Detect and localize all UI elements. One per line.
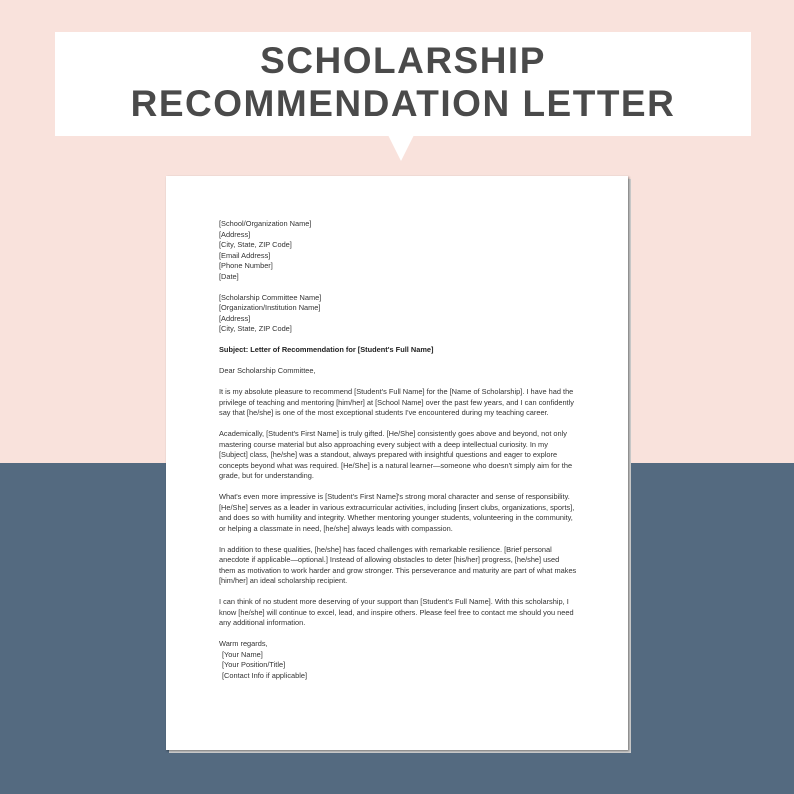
- paragraph: It is my absolute pleasure to recommend [Student's Full Name] for the [Name of Scholarship]. I have had the privilege of teaching and mentoring [him/her] at [School Name] over the past few years, and I can confidently say that [he/she] is one of the most exceptional students I've encountered during my teaching career.: [219, 387, 574, 417]
- address-line: [Organization/Institution Name]: [219, 303, 321, 312]
- address-line: [Address]: [219, 229, 251, 239]
- sender-address: [219, 219, 577, 282]
- address-line: [City, State, ZIP Code]: [219, 324, 292, 333]
- paragraph: Academically, [Student's First Name] is truly gifted. [He/She] consistently goes above and beyond, not only mastering course material but also approaching every subject with a deep intellectual curiosity. In my [Subject] class, [he/she] was a standout, always prepared with insightful questions and eager to explore concepts beyond what was required. [He/She] is a natural learner—someone who doesn't simply aim for the grade, but for understanding.: [219, 429, 573, 480]
- address-line: [Phone Number]: [219, 261, 273, 270]
- title-line-1: SCHOLARSHIP: [260, 40, 546, 81]
- letter-body: [219, 219, 577, 681]
- subject-line: Subject: Letter of Recommendation for [Student's Full Name]: [219, 345, 434, 354]
- signature-line: [Contact Info if applicable]: [222, 670, 308, 680]
- paragraph: I can think of no student more deserving of your support than [Student's Full Name]. With this scholarship, I know [he/she] will continue to excel, lead, and inspire others. Please feel free to contact me should you need any additional information.: [219, 597, 574, 627]
- address-line: [Scholarship Committee Name]: [219, 292, 322, 302]
- paragraph: In addition to these qualities, [he/she] has faced challenges with remarkable resilience. [Brief personal anecdote if applicable—optional.] Instead of allowing obstacles to deter [his/her] progress, [he/she] used them as motivation to work harder and grow stronger. This perseverance and maturity are part of what makes [him/her] an ideal scholarship recipient.: [219, 544, 577, 585]
- title-banner: [55, 32, 751, 136]
- recipient-address: [219, 293, 577, 335]
- signature-line: [Your Name]: [222, 649, 263, 659]
- salutation: Dear Scholarship Committee,: [219, 366, 316, 375]
- address-line: [Date]: [219, 271, 239, 281]
- banner-pointer: [388, 135, 414, 161]
- address-line: [City, State, ZIP Code]: [219, 240, 292, 249]
- address-line: [Email Address]: [219, 250, 271, 260]
- signature-block: [219, 650, 577, 682]
- letter-page: [166, 176, 628, 750]
- signature-line: [Your Position/Title]: [222, 660, 286, 669]
- address-line: [School/Organization Name]: [219, 219, 312, 228]
- closing: Warm regards,: [219, 639, 268, 648]
- paragraph: What's even more impressive is [Student's First Name]'s strong moral character and sense of responsibility. [He/She] serves as a leader in various extracurricular activities, including [insert clubs, organizations, sports], and does so with humility and integrity. Whether mentoring younger students, volunteering in the community, or helping a classmate in need, [he/she] always leads with compassion.: [219, 492, 575, 533]
- title-line-2: RECOMMENDATION LETTER: [130, 83, 676, 124]
- address-line: [Address]: [219, 313, 251, 323]
